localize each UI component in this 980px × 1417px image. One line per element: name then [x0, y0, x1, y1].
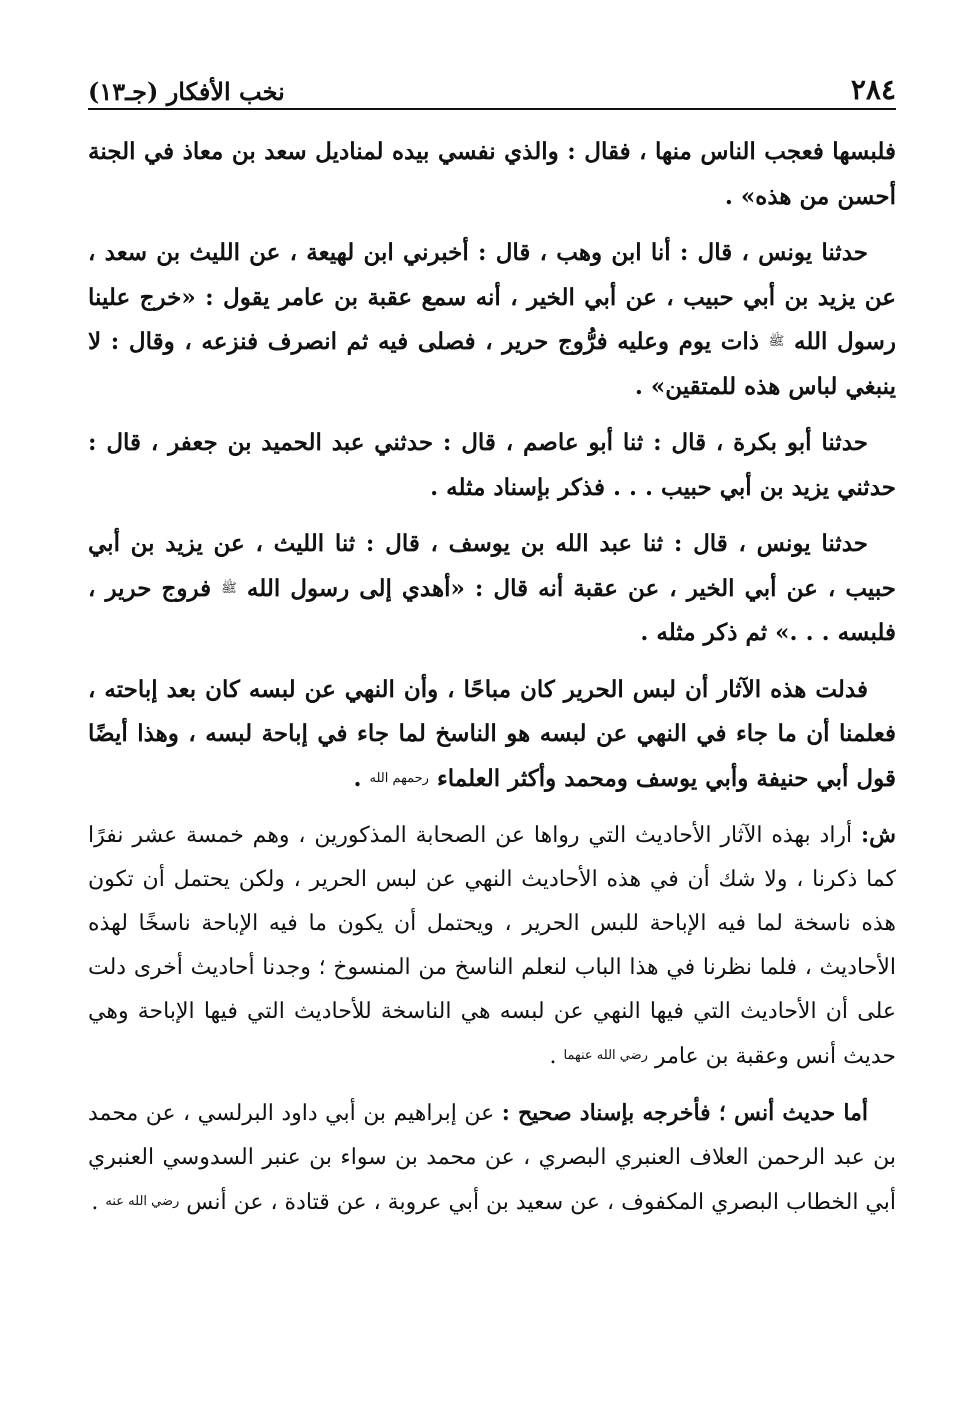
honorific-glyph: رضي الله عنهما	[563, 1048, 648, 1063]
paragraph-text: .	[91, 1190, 106, 1215]
running-header	[88, 58, 896, 110]
paragraph	[88, 522, 896, 656]
paragraph-text: حدثنا يونس ، قال : أنا ابن وهب ، قال : أخبرني ابن لهيعة ، عن الليث بن سعد ، عن يزيد بن أبي حبيب ، عن أبي الخير ، أنه سمع عقبة بن عامر يقول : «خرج علينا رسول الله	[88, 239, 896, 355]
paragraph-text: فلبسها فعجب الناس منها ، فقال : والذي نفسي بيده لمناديل سعد بن معاذ في الجنة أحسن من هذه» .	[88, 138, 896, 210]
paragraph-text: أراد بهذه الآثار الأحاديث التي رواها عن الصحابة المذكورين ، وهم خمسة عشر نفرًا كما ذكرنا ، ولا شك أن في هذه الأحاديث النهي عن لبس الحرير ، ولكن يحتمل أن تكون هذه ناسخة لما فيه الإباحة للبس الحرير ، ويحتمل أن يكون ما فيه الإباحة ناسخًا لهذه الأحاديث ، فلما نظرنا في هذا الباب لنعلم الناسخ من المنسوخ ؛ وجدنا أحاديث أخرى دلت على أن الأحاديث التي فيها النهي عن لبسه هي الناسخة للأحاديث التي فيها الإباحة وهي حديث أنس وعقبة بن عامر	[88, 823, 896, 1069]
paragraph	[88, 1091, 896, 1225]
page-number: ٢٨٤	[850, 73, 896, 106]
honorific-glyph: ﷺ	[221, 580, 237, 596]
paragraph-text: فدلت هذه الآثار أن لبس الحرير كان مباحًا ، وأن النهي عن لبسه كان بعد إباحته ، فعلمنا أن ما جاء في النهي عن لبسه هو الناسخ لما جاء في إباحة لبسه ، وهذا أيضًا قول أبي حنيفة وأبي يوسف ومحمد وأكثر العلماء	[88, 675, 896, 792]
book-title: نخب الأفكار (جـ١٣)	[88, 77, 285, 106]
paragraph-text: حدثنا أبو بكرة ، قال : ثنا أبو عاصم ، قال : حدثني عبد الحميد بن جعفر ، قال : حدثني يزيد بن أبي حبيب . . . فذكر بإسناد مثله .	[88, 429, 896, 501]
lead-phrase: أما حديث أنس ؛ فأخرجه بإسناد صحيح :	[501, 1100, 868, 1126]
paragraph	[88, 130, 896, 219]
paragraph	[88, 231, 896, 409]
paragraph-text: حدثنا يونس ، قال : ثنا عبد الله بن يوسف ، قال : ثنا الليث ، عن يزيد بن أبي حبيب ، عن أبي الخير ، عن عقبة أنه قال : «أهدي إلى رسول الله	[88, 530, 897, 602]
lead-phrase: ش:	[861, 822, 896, 848]
paragraph	[88, 668, 896, 802]
honorific-glyph: ﷺ	[768, 334, 785, 349]
paragraph-text: .	[353, 764, 370, 792]
paragraph-text: ذات يوم وعليه فرُّوج حرير ، فصلى فيه ثم انصرف فنزعه ، وقال : لا ينبغي لباس هذه للمتقين» .	[88, 328, 896, 400]
paragraph-text: عن إبراهيم بن أبي داود البرلسي ، عن محمد بن عبد الرحمن العلاف العنبري البصري ، عن محمد بن سواء بن عنبر السدوسي العنبري أبي الخطاب البصري المكفوف ، عن سعيد بن أبي عروبة ، عن قتادة ، عن أنس	[88, 1101, 896, 1215]
book-page	[88, 58, 896, 1388]
paragraph-text: .	[549, 1044, 564, 1069]
paragraph-text: فروج حرير ، فلبسه . . .» ثم ذكر مثله .	[88, 574, 896, 646]
honorific-glyph: رضي الله عنه	[105, 1194, 180, 1209]
page-body	[88, 130, 896, 1225]
honorific-glyph: رحمهم الله	[369, 770, 429, 786]
paragraph	[88, 813, 896, 1079]
paragraph	[88, 421, 896, 510]
